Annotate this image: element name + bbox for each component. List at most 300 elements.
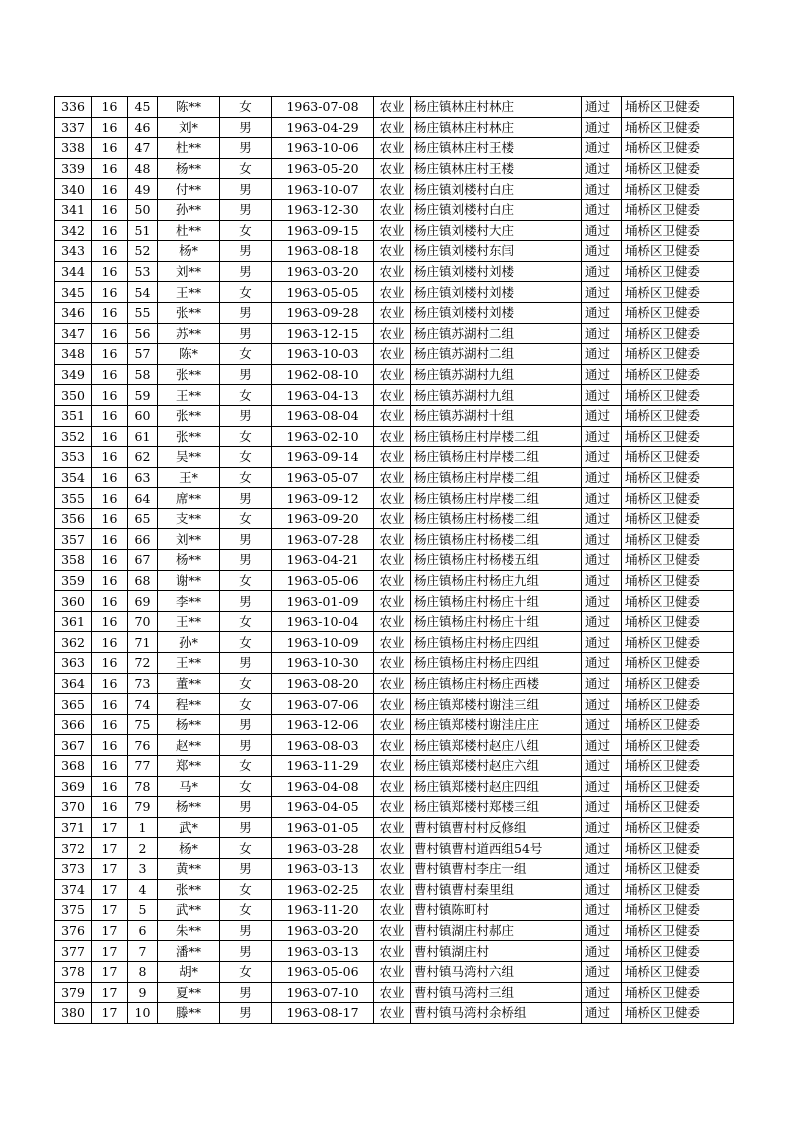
batch-number: 16: [92, 550, 128, 571]
batch-index: 5: [128, 900, 158, 921]
name-cell: 王**: [158, 653, 220, 674]
batch-index: 75: [128, 714, 158, 735]
table-row: [55, 405, 734, 426]
occupation-cell: 农业: [374, 405, 411, 426]
status-cell: 通过: [582, 879, 622, 900]
batch-index: 6: [128, 920, 158, 941]
batch-index: 56: [128, 323, 158, 344]
gender-cell: 女: [220, 158, 272, 179]
name-cell: 王**: [158, 385, 220, 406]
birth-date-cell: 1963-02-25: [272, 879, 374, 900]
table-row: [55, 138, 734, 159]
birth-date-cell: 1963-08-17: [272, 1003, 374, 1024]
table-row: [55, 488, 734, 509]
department-cell: 埇桥区卫健委: [622, 241, 734, 262]
name-cell: 朱**: [158, 920, 220, 941]
department-cell: 埇桥区卫健委: [622, 1003, 734, 1024]
address-cell: 曹村镇马湾村余桥组: [411, 1003, 582, 1024]
name-cell: 王**: [158, 282, 220, 303]
status-cell: 通过: [582, 714, 622, 735]
address-cell: 杨庄镇刘楼村白庄: [411, 179, 582, 200]
address-cell: 曹村镇曹村秦里组: [411, 879, 582, 900]
table-row: [55, 591, 734, 612]
gender-cell: 女: [220, 673, 272, 694]
gender-cell: 女: [220, 220, 272, 241]
row-number: 360: [55, 591, 92, 612]
batch-number: 17: [92, 838, 128, 859]
birth-date-cell: 1963-03-13: [272, 858, 374, 879]
department-cell: 埇桥区卫健委: [622, 838, 734, 859]
status-cell: 通过: [582, 364, 622, 385]
status-cell: 通过: [582, 405, 622, 426]
address-cell: 杨庄镇郑楼村郑楼三组: [411, 797, 582, 818]
birth-date-cell: 1963-11-20: [272, 900, 374, 921]
gender-cell: 女: [220, 385, 272, 406]
occupation-cell: 农业: [374, 1003, 411, 1024]
department-cell: 埇桥区卫健委: [622, 611, 734, 632]
name-cell: 胡*: [158, 961, 220, 982]
batch-number: 16: [92, 735, 128, 756]
address-cell: 曹村镇马湾村六组: [411, 961, 582, 982]
batch-number: 16: [92, 138, 128, 159]
occupation-cell: 农业: [374, 364, 411, 385]
status-cell: 通过: [582, 179, 622, 200]
table-row: [55, 961, 734, 982]
birth-date-cell: 1963-04-05: [272, 797, 374, 818]
address-cell: 杨庄镇杨庄村杨楼五组: [411, 550, 582, 571]
gender-cell: 女: [220, 694, 272, 715]
table-row: [55, 97, 734, 118]
birth-date-cell: 1963-04-21: [272, 550, 374, 571]
data-table: [54, 96, 734, 1024]
address-cell: 杨庄镇杨庄村岸楼二组: [411, 447, 582, 468]
occupation-cell: 农业: [374, 756, 411, 777]
table-row: [55, 735, 734, 756]
batch-number: 16: [92, 261, 128, 282]
gender-cell: 女: [220, 467, 272, 488]
department-cell: 埇桥区卫健委: [622, 467, 734, 488]
name-cell: 杨*: [158, 838, 220, 859]
department-cell: 埇桥区卫健委: [622, 632, 734, 653]
status-cell: 通过: [582, 900, 622, 921]
row-number: 349: [55, 364, 92, 385]
birth-date-cell: 1962-08-10: [272, 364, 374, 385]
address-cell: 曹村镇马湾村三组: [411, 982, 582, 1003]
batch-index: 53: [128, 261, 158, 282]
occupation-cell: 农业: [374, 241, 411, 262]
gender-cell: 男: [220, 529, 272, 550]
row-number: 380: [55, 1003, 92, 1024]
department-cell: 埇桥区卫健委: [622, 426, 734, 447]
address-cell: 杨庄镇杨庄村岸楼二组: [411, 488, 582, 509]
row-number: 351: [55, 405, 92, 426]
status-cell: 通过: [582, 858, 622, 879]
address-cell: 杨庄镇刘楼村东闫: [411, 241, 582, 262]
table-row: [55, 611, 734, 632]
row-number: 364: [55, 673, 92, 694]
gender-cell: 男: [220, 364, 272, 385]
batch-index: 73: [128, 673, 158, 694]
name-cell: 杨*: [158, 241, 220, 262]
row-number: 347: [55, 323, 92, 344]
department-cell: 埇桥区卫健委: [622, 797, 734, 818]
gender-cell: 男: [220, 138, 272, 159]
row-number: 361: [55, 611, 92, 632]
batch-index: 4: [128, 879, 158, 900]
address-cell: 杨庄镇苏湖村九组: [411, 364, 582, 385]
address-cell: 杨庄镇林庄村林庄: [411, 117, 582, 138]
status-cell: 通过: [582, 611, 622, 632]
birth-date-cell: 1963-04-13: [272, 385, 374, 406]
row-number: 344: [55, 261, 92, 282]
occupation-cell: 农业: [374, 179, 411, 200]
occupation-cell: 农业: [374, 735, 411, 756]
gender-cell: 男: [220, 1003, 272, 1024]
status-cell: 通过: [582, 591, 622, 612]
name-cell: 刘**: [158, 529, 220, 550]
batch-index: 78: [128, 776, 158, 797]
batch-index: 54: [128, 282, 158, 303]
name-cell: 董**: [158, 673, 220, 694]
status-cell: 通过: [582, 735, 622, 756]
occupation-cell: 农业: [374, 673, 411, 694]
birth-date-cell: 1963-01-09: [272, 591, 374, 612]
gender-cell: 女: [220, 426, 272, 447]
status-cell: 通过: [582, 1003, 622, 1024]
table-row: [55, 323, 734, 344]
department-cell: 埇桥区卫健委: [622, 199, 734, 220]
name-cell: 杨**: [158, 550, 220, 571]
row-number: 338: [55, 138, 92, 159]
status-cell: 通过: [582, 653, 622, 674]
row-number: 373: [55, 858, 92, 879]
occupation-cell: 农业: [374, 97, 411, 118]
gender-cell: 女: [220, 838, 272, 859]
name-cell: 吴**: [158, 447, 220, 468]
occupation-cell: 农业: [374, 138, 411, 159]
row-number: 341: [55, 199, 92, 220]
batch-index: 1: [128, 817, 158, 838]
table-body: [55, 97, 734, 1024]
address-cell: 曹村镇湖庄村郝庄: [411, 920, 582, 941]
table-row: [55, 673, 734, 694]
status-cell: 通过: [582, 447, 622, 468]
status-cell: 通过: [582, 673, 622, 694]
birth-date-cell: 1963-07-10: [272, 982, 374, 1003]
batch-index: 76: [128, 735, 158, 756]
occupation-cell: 农业: [374, 591, 411, 612]
name-cell: 刘*: [158, 117, 220, 138]
table-row: [55, 385, 734, 406]
batch-number: 16: [92, 344, 128, 365]
address-cell: 杨庄镇杨庄村岸楼二组: [411, 467, 582, 488]
row-number: 340: [55, 179, 92, 200]
department-cell: 埇桥区卫健委: [622, 982, 734, 1003]
batch-index: 67: [128, 550, 158, 571]
table-row: [55, 797, 734, 818]
batch-number: 16: [92, 673, 128, 694]
occupation-cell: 农业: [374, 488, 411, 509]
gender-cell: 男: [220, 714, 272, 735]
name-cell: 陈**: [158, 97, 220, 118]
status-cell: 通过: [582, 282, 622, 303]
occupation-cell: 农业: [374, 117, 411, 138]
department-cell: 埇桥区卫健委: [622, 364, 734, 385]
batch-index: 63: [128, 467, 158, 488]
department-cell: 埇桥区卫健委: [622, 941, 734, 962]
status-cell: 通过: [582, 797, 622, 818]
birth-date-cell: 1963-05-05: [272, 282, 374, 303]
name-cell: 席**: [158, 488, 220, 509]
address-cell: 杨庄镇刘楼村白庄: [411, 199, 582, 220]
occupation-cell: 农业: [374, 714, 411, 735]
batch-index: 77: [128, 756, 158, 777]
department-cell: 埇桥区卫健委: [622, 776, 734, 797]
occupation-cell: 农业: [374, 323, 411, 344]
batch-number: 16: [92, 611, 128, 632]
birth-date-cell: 1963-02-10: [272, 426, 374, 447]
address-cell: 杨庄镇刘楼村刘楼: [411, 302, 582, 323]
gender-cell: 男: [220, 591, 272, 612]
batch-number: 17: [92, 817, 128, 838]
name-cell: 杜**: [158, 220, 220, 241]
gender-cell: 女: [220, 900, 272, 921]
department-cell: 埇桥区卫健委: [622, 344, 734, 365]
table-row: [55, 508, 734, 529]
status-cell: 通过: [582, 241, 622, 262]
row-number: 357: [55, 529, 92, 550]
department-cell: 埇桥区卫健委: [622, 817, 734, 838]
birth-date-cell: 1963-07-28: [272, 529, 374, 550]
department-cell: 埇桥区卫健委: [622, 591, 734, 612]
birth-date-cell: 1963-03-20: [272, 261, 374, 282]
birth-date-cell: 1963-05-06: [272, 961, 374, 982]
row-number: 365: [55, 694, 92, 715]
address-cell: 杨庄镇郑楼村赵庄八组: [411, 735, 582, 756]
row-number: 337: [55, 117, 92, 138]
gender-cell: 男: [220, 302, 272, 323]
occupation-cell: 农业: [374, 282, 411, 303]
department-cell: 埇桥区卫健委: [622, 302, 734, 323]
table-row: [55, 282, 734, 303]
status-cell: 通过: [582, 982, 622, 1003]
birth-date-cell: 1963-12-15: [272, 323, 374, 344]
address-cell: 杨庄镇郑楼村谢洼三组: [411, 694, 582, 715]
occupation-cell: 农业: [374, 838, 411, 859]
department-cell: 埇桥区卫健委: [622, 138, 734, 159]
address-cell: 杨庄镇刘楼村大庄: [411, 220, 582, 241]
row-number: 343: [55, 241, 92, 262]
table-row: [55, 941, 734, 962]
batch-index: 51: [128, 220, 158, 241]
name-cell: 张**: [158, 405, 220, 426]
table-row: [55, 467, 734, 488]
batch-index: 48: [128, 158, 158, 179]
birth-date-cell: 1963-03-13: [272, 941, 374, 962]
department-cell: 埇桥区卫健委: [622, 756, 734, 777]
department-cell: 埇桥区卫健委: [622, 405, 734, 426]
name-cell: 王*: [158, 467, 220, 488]
batch-index: 79: [128, 797, 158, 818]
name-cell: 支**: [158, 508, 220, 529]
address-cell: 杨庄镇林庄村王楼: [411, 158, 582, 179]
table-row: [55, 838, 734, 859]
batch-index: 2: [128, 838, 158, 859]
batch-index: 68: [128, 570, 158, 591]
occupation-cell: 农业: [374, 426, 411, 447]
batch-index: 57: [128, 344, 158, 365]
batch-index: 62: [128, 447, 158, 468]
table-row: [55, 776, 734, 797]
batch-number: 16: [92, 756, 128, 777]
row-number: 359: [55, 570, 92, 591]
occupation-cell: 农业: [374, 550, 411, 571]
status-cell: 通过: [582, 302, 622, 323]
address-cell: 杨庄镇杨庄村杨庄西楼: [411, 673, 582, 694]
row-number: 350: [55, 385, 92, 406]
birth-date-cell: 1963-07-08: [272, 97, 374, 118]
row-number: 336: [55, 97, 92, 118]
batch-index: 72: [128, 653, 158, 674]
table-row: [55, 426, 734, 447]
gender-cell: 女: [220, 344, 272, 365]
address-cell: 杨庄镇刘楼村刘楼: [411, 261, 582, 282]
batch-index: 61: [128, 426, 158, 447]
gender-cell: 女: [220, 97, 272, 118]
status-cell: 通过: [582, 508, 622, 529]
status-cell: 通过: [582, 529, 622, 550]
address-cell: 杨庄镇郑楼村赵庄六组: [411, 756, 582, 777]
birth-date-cell: 1963-04-08: [272, 776, 374, 797]
batch-number: 17: [92, 879, 128, 900]
row-number: 371: [55, 817, 92, 838]
birth-date-cell: 1963-05-06: [272, 570, 374, 591]
birth-date-cell: 1963-08-20: [272, 673, 374, 694]
batch-number: 16: [92, 694, 128, 715]
department-cell: 埇桥区卫健委: [622, 653, 734, 674]
batch-index: 59: [128, 385, 158, 406]
gender-cell: 女: [220, 632, 272, 653]
gender-cell: 男: [220, 405, 272, 426]
department-cell: 埇桥区卫健委: [622, 879, 734, 900]
address-cell: 杨庄镇苏湖村九组: [411, 385, 582, 406]
table-row: [55, 694, 734, 715]
name-cell: 武**: [158, 900, 220, 921]
gender-cell: 男: [220, 117, 272, 138]
name-cell: 张**: [158, 879, 220, 900]
address-cell: 杨庄镇杨庄村杨庄十组: [411, 591, 582, 612]
occupation-cell: 农业: [374, 982, 411, 1003]
row-number: 354: [55, 467, 92, 488]
table-row: [55, 920, 734, 941]
address-cell: 杨庄镇刘楼村刘楼: [411, 282, 582, 303]
birth-date-cell: 1963-04-29: [272, 117, 374, 138]
department-cell: 埇桥区卫健委: [622, 961, 734, 982]
table-row: [55, 158, 734, 179]
birth-date-cell: 1963-11-29: [272, 756, 374, 777]
batch-number: 17: [92, 920, 128, 941]
batch-index: 46: [128, 117, 158, 138]
address-cell: 杨庄镇林庄村王楼: [411, 138, 582, 159]
row-number: 375: [55, 900, 92, 921]
name-cell: 孙*: [158, 632, 220, 653]
table-row: [55, 220, 734, 241]
department-cell: 埇桥区卫健委: [622, 570, 734, 591]
name-cell: 苏**: [158, 323, 220, 344]
name-cell: 刘**: [158, 261, 220, 282]
birth-date-cell: 1963-07-06: [272, 694, 374, 715]
department-cell: 埇桥区卫健委: [622, 714, 734, 735]
status-cell: 通过: [582, 776, 622, 797]
name-cell: 付**: [158, 179, 220, 200]
name-cell: 王**: [158, 611, 220, 632]
address-cell: 杨庄镇郑楼村赵庄四组: [411, 776, 582, 797]
address-cell: 杨庄镇林庄村林庄: [411, 97, 582, 118]
birth-date-cell: 1963-09-28: [272, 302, 374, 323]
status-cell: 通过: [582, 961, 622, 982]
table-row: [55, 653, 734, 674]
row-number: 376: [55, 920, 92, 941]
table-row: [55, 529, 734, 550]
occupation-cell: 农业: [374, 611, 411, 632]
department-cell: 埇桥区卫健委: [622, 323, 734, 344]
table-row: [55, 982, 734, 1003]
batch-number: 16: [92, 158, 128, 179]
birth-date-cell: 1963-09-12: [272, 488, 374, 509]
status-cell: 通过: [582, 344, 622, 365]
address-cell: 杨庄镇郑楼村谢洼庄庄: [411, 714, 582, 735]
batch-number: 16: [92, 570, 128, 591]
status-cell: 通过: [582, 488, 622, 509]
department-cell: 埇桥区卫健委: [622, 550, 734, 571]
batch-number: 16: [92, 364, 128, 385]
department-cell: 埇桥区卫健委: [622, 447, 734, 468]
birth-date-cell: 1963-09-20: [272, 508, 374, 529]
department-cell: 埇桥区卫健委: [622, 920, 734, 941]
table-row: [55, 570, 734, 591]
gender-cell: 女: [220, 447, 272, 468]
batch-number: 16: [92, 591, 128, 612]
name-cell: 杜**: [158, 138, 220, 159]
table-row: [55, 879, 734, 900]
department-cell: 埇桥区卫健委: [622, 385, 734, 406]
name-cell: 张**: [158, 364, 220, 385]
gender-cell: 男: [220, 920, 272, 941]
row-number: 370: [55, 797, 92, 818]
department-cell: 埇桥区卫健委: [622, 220, 734, 241]
status-cell: 通过: [582, 323, 622, 344]
batch-number: 16: [92, 179, 128, 200]
table-row: [55, 241, 734, 262]
name-cell: 杨**: [158, 714, 220, 735]
name-cell: 陈*: [158, 344, 220, 365]
row-number: 346: [55, 302, 92, 323]
table-row: [55, 117, 734, 138]
batch-number: 16: [92, 508, 128, 529]
gender-cell: 男: [220, 261, 272, 282]
table-row: [55, 447, 734, 468]
table-row: [55, 179, 734, 200]
gender-cell: 女: [220, 961, 272, 982]
status-cell: 通过: [582, 694, 622, 715]
status-cell: 通过: [582, 632, 622, 653]
status-cell: 通过: [582, 158, 622, 179]
table-row: [55, 900, 734, 921]
gender-cell: 男: [220, 179, 272, 200]
row-number: 368: [55, 756, 92, 777]
row-number: 353: [55, 447, 92, 468]
gender-cell: 男: [220, 550, 272, 571]
